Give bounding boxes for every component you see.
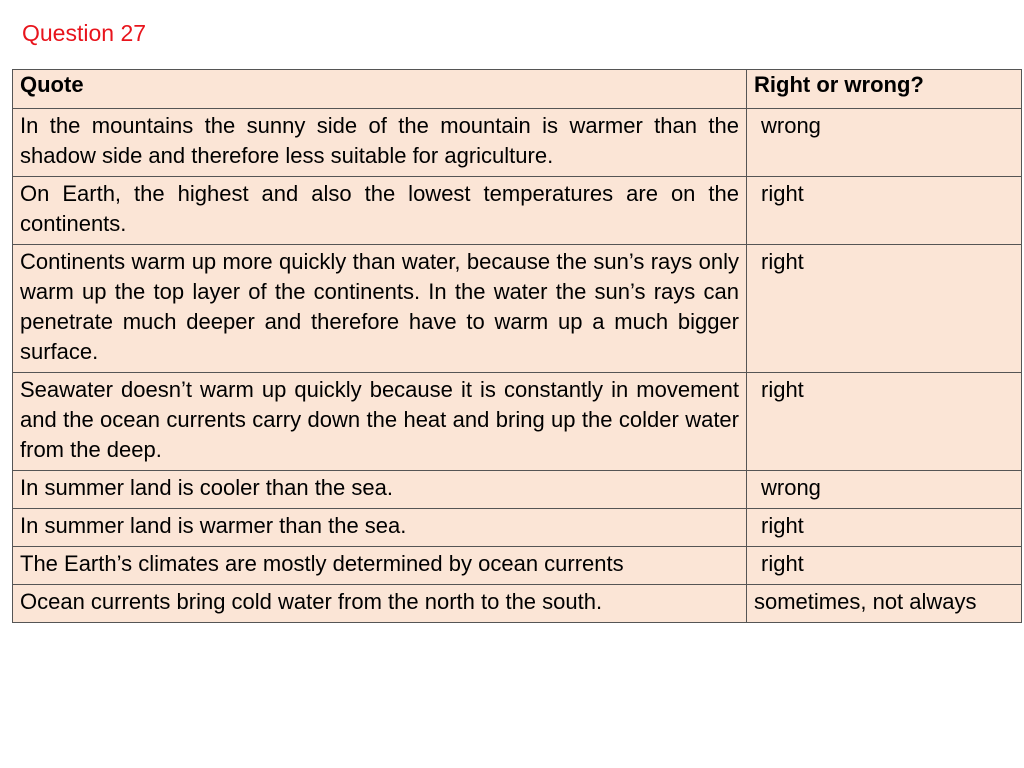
quote-cell: Continents warm up more quickly than water, because the sun’s rays only warm up the top layer of the continents. In the water the sun’s rays can penetrate much deeper and therefore have to warm up a much bigger surface. [13,245,747,373]
table-row [13,471,1022,509]
table-row [13,109,1022,177]
page-title: Question 27 [22,20,147,46]
answer-cell: right [747,373,1022,471]
answer-cell: right [747,547,1022,585]
quote-cell: Seawater doesn’t warm up quickly because it is constantly in movement and the ocean currents carry down the heat and bring up the colder water from the deep. [13,373,747,471]
quotes-table [12,69,1022,623]
table-row [13,245,1022,373]
column-header-quote: Quote [13,70,747,109]
quote-cell: In the mountains the sunny side of the mountain is warmer than the shadow side and therefore less suitable for agriculture. [13,109,747,177]
quote-cell: Ocean currents bring cold water from the north to the south. [13,585,747,623]
answer-cell: wrong [747,471,1022,509]
quote-cell: In summer land is warmer than the sea. [13,509,747,547]
quote-cell: The Earth’s climates are mostly determined by ocean currents [13,547,747,585]
table-row [13,509,1022,547]
table-row [13,585,1022,623]
table-row [13,547,1022,585]
table-row [13,373,1022,471]
answer-cell: right [747,245,1022,373]
table-row [13,177,1022,245]
column-header-answer: Right or wrong? [747,70,1022,109]
answer-cell: right [747,177,1022,245]
table-header-row [13,70,1022,109]
answer-cell: right [747,509,1022,547]
answer-cell: wrong [747,109,1022,177]
answer-cell: sometimes, not always [747,585,1022,623]
quote-cell: On Earth, the highest and also the lowest temperatures are on the continents. [13,177,747,245]
quote-cell: In summer land is cooler than the sea. [13,471,747,509]
